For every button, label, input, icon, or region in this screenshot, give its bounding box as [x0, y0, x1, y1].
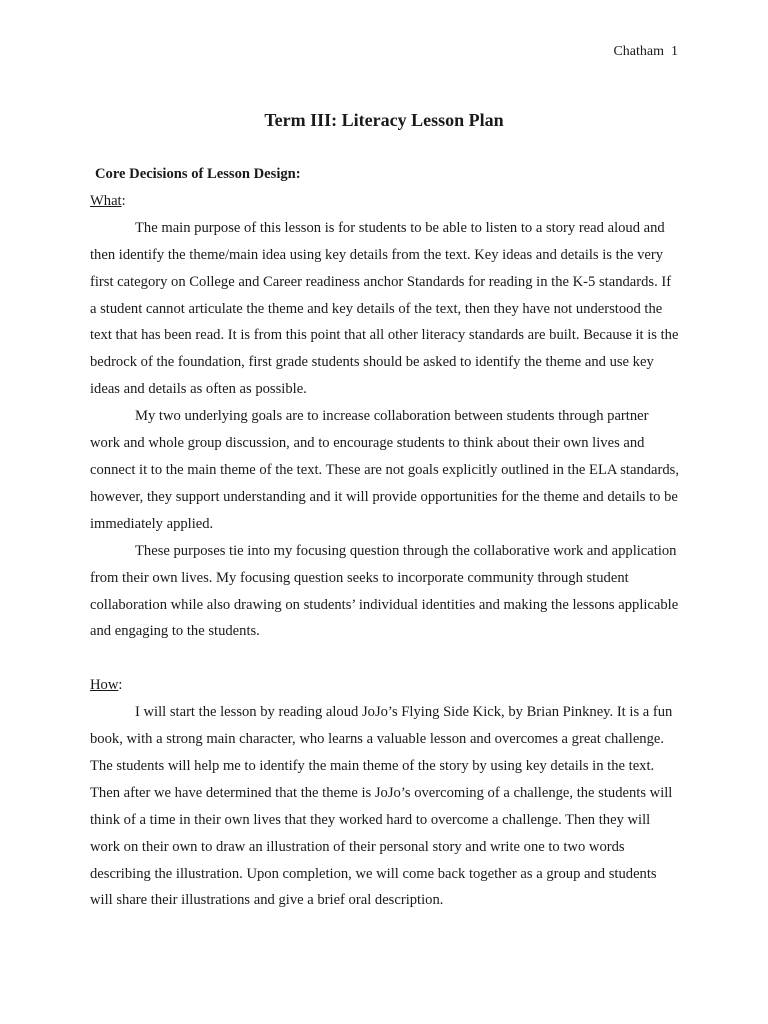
what-paragraph-3: These purposes tie into my focusing question through the collaborative work and application from their own lives. My focusing question seeks to incorporate community through student collaboration while also drawing on students’ individual identities and making the lessons applicable and engaging to the students.	[90, 542, 679, 640]
what-paragraph-1: The main purpose of this lesson is for students to be able to listen to a story read aloud and then identify the theme/main idea using key details from the text. Key ideas and details is the very first category on College and Career readiness anchor Standards for reading in the K-5 standards. If a student cannot articulate the theme and key details of the text, then they have not understood the text that has been read. It is from this point that all other literacy standards are built. Because it is the bedrock of the foundation, first grade students should be asked to identify the theme and use key ideas and details as often as possible.	[90, 219, 679, 398]
how-paragraph-1: I will start the lesson by reading aloud JoJo’s Flying Side Kick, by Brian Pinkney. It is a fun book, with a strong main character, who learns a valuable lesson and overcomes a great challenge. The students will help me to identify the main theme of the story by using key details in the text. Then after we have determined that the theme is JoJo’s overcoming of a challenge, the students will think of a time in their own lives that they worked hard to overcome a challenge. Then they will work on their own to draw an illustration of their personal story and write one to two words describing the illustration. Upon completion, we will come back together as a group and students will share their illustrations and give a brief oral description.	[90, 704, 673, 909]
how-section-label	[90, 672, 680, 699]
what-paragraph-2: My two underlying goals are to increase collaboration between students through partner work and whole group discussion, and to encourage students to think about their own lives and connect it to the main theme of the text. These are not goals explicitly outlined in the ELA standards, however, they support understanding and it will provide opportunities for the theme and details to be immediately applied.	[90, 408, 680, 532]
page-header	[613, 44, 678, 60]
document-title: Term III: Literacy Lesson Plan	[264, 110, 504, 130]
how-label: How	[90, 677, 119, 694]
what-section-label	[90, 188, 680, 215]
document-body	[90, 161, 680, 914]
header-author: Chatham	[613, 44, 664, 59]
core-decisions-subheading: Core Decisions of Lesson Design:	[95, 166, 301, 182]
what-colon: :	[121, 192, 126, 209]
what-label: What	[90, 192, 122, 209]
header-page-number: 1	[671, 44, 678, 59]
how-colon: :	[118, 677, 123, 694]
section-spacer	[90, 645, 680, 672]
